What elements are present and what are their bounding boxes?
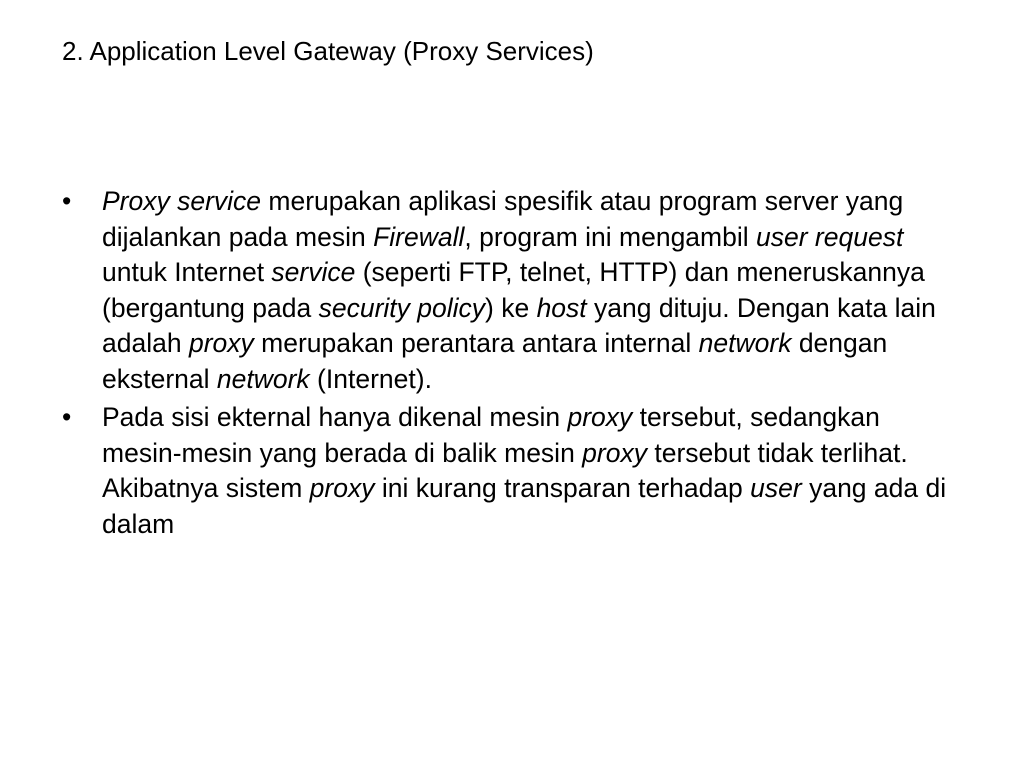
italic-term: proxy bbox=[309, 473, 375, 503]
italic-term: Firewall bbox=[373, 221, 465, 252]
text-segment: , program ini mengambil bbox=[464, 221, 756, 252]
text-segment: ) ke bbox=[485, 292, 537, 323]
bullet-text bbox=[102, 402, 946, 539]
italic-term: proxy bbox=[188, 328, 254, 358]
text-segment: (Internet). bbox=[309, 363, 432, 394]
italic-term: proxy bbox=[582, 437, 647, 468]
text-segment: ini kurang transparan terhadap bbox=[374, 473, 751, 503]
slide-title: 2. Application Level Gateway (Proxy Services) bbox=[62, 36, 594, 66]
bullet-text bbox=[102, 186, 936, 394]
text-segment: merupakan perantara antara internal bbox=[253, 328, 699, 358]
text-segment: yang dituju. Dengan kata lain adalah bbox=[102, 292, 936, 358]
italic-term: network bbox=[698, 328, 792, 358]
italic-term: proxy bbox=[567, 402, 633, 432]
italic-term: security policy bbox=[318, 292, 486, 323]
italic-term: network bbox=[216, 363, 310, 394]
text-segment: merupakan aplikasi spesifik atau program server yang dijalankan pada mesin bbox=[102, 186, 904, 252]
italic-term: host bbox=[536, 292, 587, 323]
bullet-list bbox=[62, 184, 962, 545]
italic-term: user request bbox=[756, 221, 904, 252]
bullet-mark: • bbox=[62, 186, 72, 216]
text-segment: (seperti FTP, telnet, HTTP) dan meneruskannya (bergantung pada bbox=[102, 257, 925, 323]
italic-term: user bbox=[750, 473, 802, 503]
text-segment: dengan eksternal bbox=[102, 328, 888, 394]
italic-term: Proxy service bbox=[102, 186, 262, 216]
text-segment: Pada sisi ekternal hanya dikenal mesin bbox=[102, 402, 568, 432]
text-segment: yang ada di dalam bbox=[102, 473, 947, 539]
text-segment: tersebut tidak terlihat. Akibatnya sistem bbox=[102, 437, 908, 503]
bullet-mark: • bbox=[62, 402, 72, 432]
italic-term: service bbox=[271, 257, 356, 287]
text-segment: tersebut, sedangkan mesin-mesin yang berada di balik mesin bbox=[102, 402, 880, 468]
bullet-item bbox=[62, 400, 962, 542]
text-segment: untuk Internet bbox=[102, 257, 272, 287]
bullet-item bbox=[62, 184, 962, 397]
